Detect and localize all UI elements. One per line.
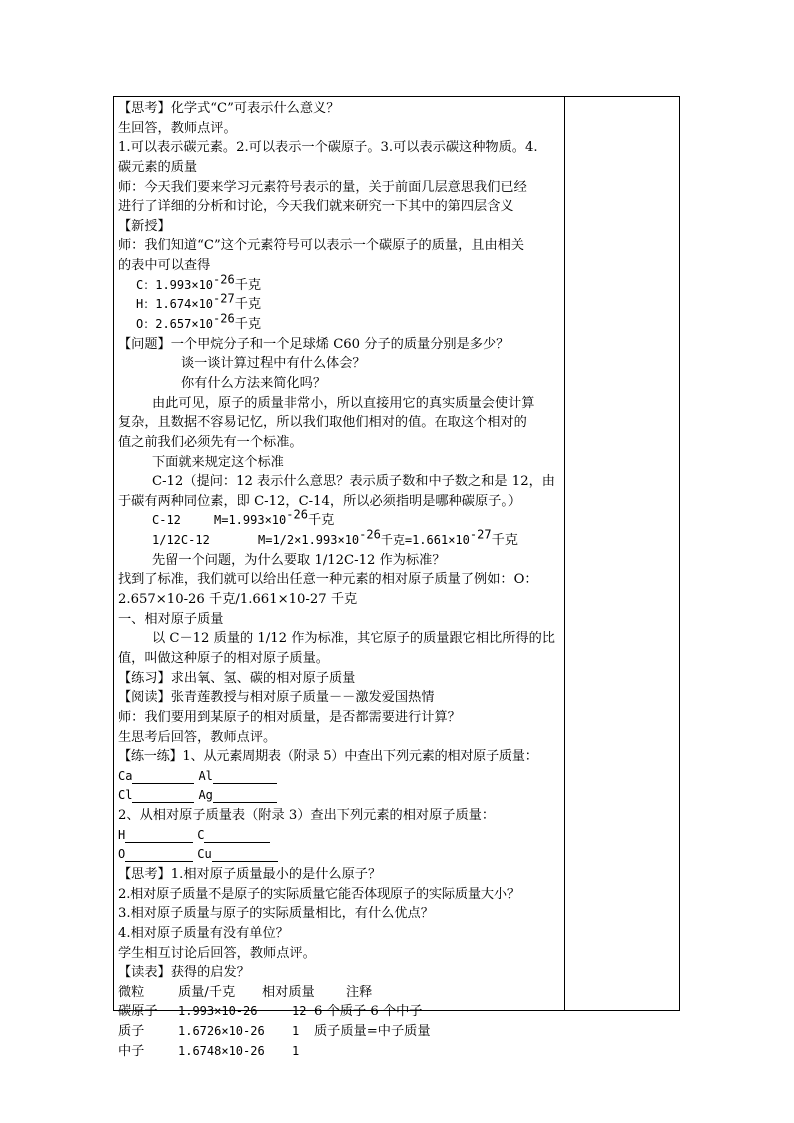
text-line: 师：我们知道“C”这个元素符号可以表示一个碳原子的质量，且由相关 (118, 238, 525, 254)
mass-hydrogen: H：1.674×10-27千克 (136, 292, 262, 313)
text-line: 1.可以表示碳元素。2.可以表示一个碳原子。3.可以表示碳这种物质。4. (118, 140, 538, 156)
read-table-row: 碳原子 1.993×10-26 12 6 个质子 6 个中子 (118, 1004, 423, 1020)
text-line: 下面就来规定这个标准 (152, 454, 284, 470)
text-line: 的表中可以查得 (118, 258, 211, 274)
answer-blank[interactable] (125, 847, 193, 862)
text-line: 2.657×10-26 千克/1.661×10-27 千克 (118, 592, 358, 608)
exercise-heading: 【练一练】1、从元素周期表（附录 5）中查出下列元素的相对原子质量： (118, 749, 538, 765)
definition-line: 以 C－12 质量的 1/12 作为标准，其它原子的质量跟它相比所得的比 (152, 631, 555, 647)
read-table-heading: 【读表】获得的启发？ (118, 965, 250, 981)
exercise-line: 2、从相对原子质量表（附录 3）查出下列元素的相对原子质量： (118, 808, 496, 824)
problem-line: 谈一谈计算过程中有什么体会？ (181, 356, 366, 372)
lesson-content (118, 99, 564, 1061)
c12-mass: C-12 M=1.993×10-26千克 (152, 508, 335, 529)
answer-blank[interactable] (213, 769, 277, 784)
answer-blank[interactable] (213, 788, 277, 803)
new-lesson-heading: 【新授】 (118, 218, 171, 234)
text-line: 生回答，教师点评。 (118, 120, 237, 136)
mass-oxygen: O：2.657×10-26千克 (136, 311, 262, 333)
text-line: 2.相对原子质量不是原子的实际质量它能否体现原子的实际质量大小？ (118, 886, 520, 902)
text-line: 师：今天我们要来学习元素符号表示的量，关于前面几层意思我们已经 (118, 179, 527, 195)
problem-line: 你有什么方法来简化吗？ (181, 375, 327, 391)
text-line: 4.相对原子质量有没有单位？ (118, 925, 289, 941)
definition-line: 值，叫做这种原子的相对原子质量。 (118, 650, 329, 666)
think-heading: 【思考】1.相对原子质量最小的是什么原子？ (118, 866, 382, 882)
blank-row: O Cu (118, 845, 564, 865)
read-table-header: 微粒 质量/千克 相对质量 注释 (118, 984, 373, 1000)
reading-heading: 【阅读】张青莲教授与相对原子质量－－激发爱国热情 (118, 690, 435, 706)
text-line: 先留一个问题，为什么要取 1/12C-12 作为标准？ (152, 552, 446, 568)
text-line: C-12（提问：12 表示什么意思？表示质子数和中子数之和是 12，由 (152, 474, 555, 490)
text-line: 找到了标准，我们就可以给出任意一种元素的相对原子质量了例如：O： (118, 572, 538, 588)
text-line: 进行了详细的分析和讨论，今天我们就来研究一下其中的第四层含义 (118, 199, 514, 215)
answer-blank[interactable] (125, 828, 193, 843)
text-line: 碳元素的质量 (118, 159, 198, 175)
text-line: 3.相对原子质量与原子的实际质量相比，有什么优点？ (118, 906, 434, 922)
mass-carbon: C：1.993×10-26千克 (136, 272, 262, 293)
column-divider (564, 97, 565, 1010)
text-line: 学生相互讨论后回答，教师点评。 (118, 945, 316, 961)
problem-heading: 【问题】一个甲烷分子和一个足球烯 C60 分子的质量分别是多少？ (118, 336, 510, 352)
read-table-row: 中子 1.6748×10-26 1 (118, 1043, 300, 1059)
answer-blank[interactable] (204, 828, 270, 843)
text-line: 值之前我们必须先有一个标准。 (118, 434, 303, 450)
answer-blank[interactable] (132, 788, 194, 803)
section-heading: 一、相对原子质量 (118, 611, 224, 627)
blank-row: H C (118, 826, 564, 846)
read-table-row: 质子 1.6726×10-26 1 质子质量=中子质量 (118, 1024, 431, 1040)
answer-blank[interactable] (132, 769, 194, 784)
lesson-table (113, 96, 680, 1059)
text-line: 由此可见，原子的质量非常小，所以直接用它的真实质量会使计算 (152, 395, 535, 411)
answer-blank[interactable] (212, 847, 278, 862)
blank-row: Cl Ag (118, 786, 564, 806)
practice-heading: 【练习】求出氧、氢、碳的相对原子质量 (118, 670, 356, 686)
c12-fraction-mass: 1/12C-12 M=1/2×1.993×10-26千克=1.661×10-27千克 (152, 527, 518, 549)
think-heading: 【思考】化学式“C”可表示什么意义？ (118, 101, 340, 116)
text-line: 生思考后回答，教师点评。 (118, 729, 277, 745)
text-line: 于碳有两种同位素，即 C-12，C-14，所以必须指明是哪种碳原子。） (118, 493, 522, 509)
blank-row: Ca Al (118, 767, 564, 787)
text-line: 复杂，且数据不容易记忆，所以我们取他们相对的值。在取这个相对的 (118, 415, 527, 431)
text-line: 师：我们要用到某原子的相对质量，是否都需要进行计算？ (118, 709, 461, 725)
